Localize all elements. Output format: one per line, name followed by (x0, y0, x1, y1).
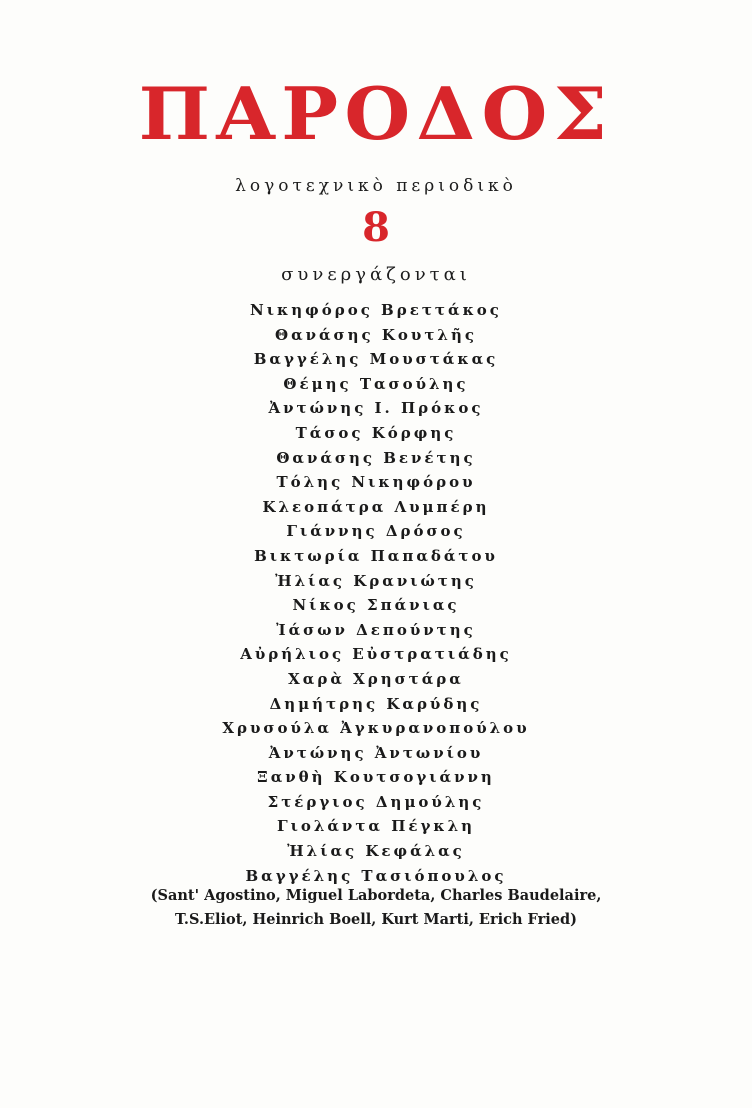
contributor-name: Τάσος Κόρφης (295, 423, 457, 442)
contributor-name: Τόλης Νικηφόρου (276, 473, 476, 492)
contributor-name: Στέργιος Δημούλης (267, 792, 485, 811)
contributor-name: Ἰάσων Δεπούντης (276, 620, 476, 639)
contributor-name: Βικτωρία Παπαδάτου (254, 546, 498, 565)
contributor-name: Βαγγέλης Μουστάκας (253, 350, 499, 369)
contributor-name: Θανάσης Κουτλῆς (275, 325, 477, 344)
magazine-title: ΠΑΡΟΔΟΣ (138, 71, 614, 156)
contributor-name: Ξανθὴ Κουτσογιάννη (257, 768, 495, 787)
contributor-name: Θέμης Τασούλης (283, 374, 469, 393)
issue-number: 8 (362, 204, 390, 251)
contributor-name: Χαρὰ Χρηστάρα (288, 669, 464, 688)
magazine-subtitle: λογοτεχνικὸ περιοδικὸ (235, 176, 517, 196)
foreign-contributors-line: T.S.Eliot, Heinrich Boell, Kurt Marti, Erich Fried) (175, 911, 577, 928)
contributor-name: Ἀντώνης Ι. Πρόκος (268, 399, 484, 418)
contributor-name: Κλεοπάτρα Λυμπέρη (262, 497, 490, 516)
contributor-name: Χρυσούλα Ἀγκυρανοπούλου (222, 719, 530, 738)
contributor-name: Νικηφόρος Βρεττάκος (250, 301, 502, 319)
contributor-name: Ἠλίας Κρανιώτης (275, 571, 477, 590)
contributors-label: συνεργάζονται (281, 264, 471, 285)
contributor-name: Ἀντώνης Ἀντωνίου (268, 743, 484, 762)
contributor-name: Αὐρήλιος Εὐστρατιάδης (240, 645, 512, 664)
contributor-name: Νίκος Σπάνιας (292, 596, 460, 615)
contributors-list (0, 298, 752, 888)
contributor-name: Βαγγέλης Τασιόπουλος (245, 866, 507, 885)
contributor-name: Ἠλίας Κεφάλας (287, 842, 465, 861)
contributor-name: Γιάννης Δρόσος (286, 522, 466, 541)
contributor-name: Γιολάντα Πέγκλη (276, 817, 476, 836)
contributor-name: Θανάσης Βενέτης (276, 448, 476, 467)
contributor-name: Δημήτρης Καρύδης (269, 694, 483, 713)
foreign-contributors (0, 884, 752, 932)
foreign-contributors-line: (Sant' Agostino, Miguel Labordeta, Charles Baudelaire, (150, 887, 602, 904)
